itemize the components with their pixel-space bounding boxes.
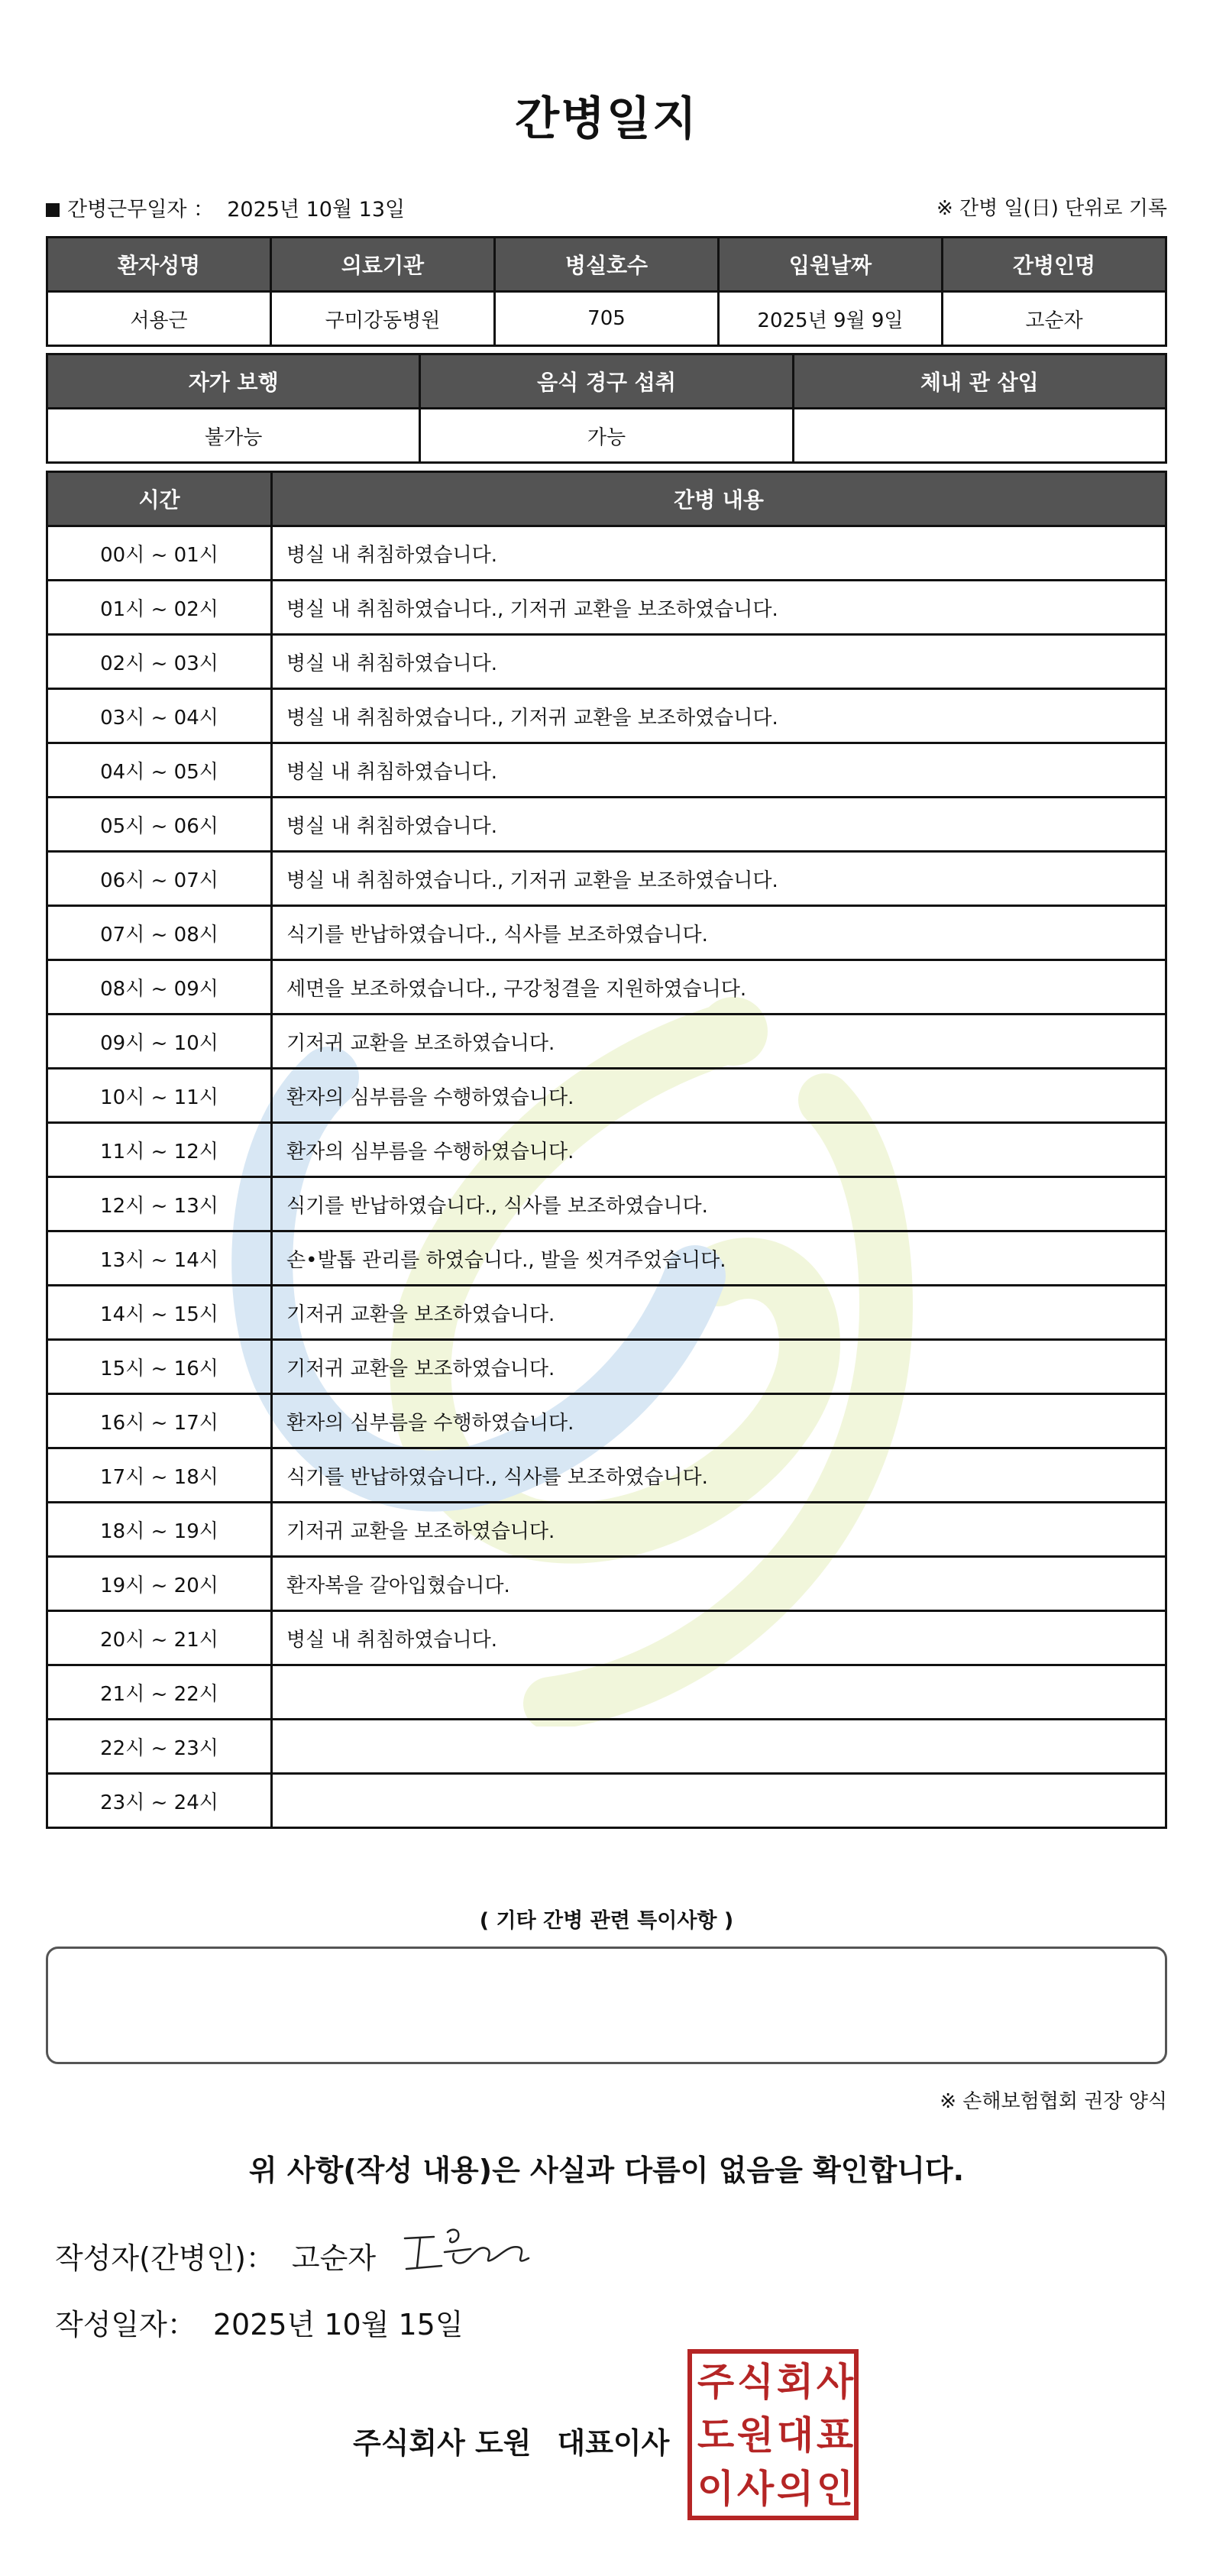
page-title: 간병일지: [515, 92, 698, 146]
recommend-note: ※ 손해보험협회 권장 양식: [940, 2090, 1167, 2113]
log-content: 환자의 심부름을 수행하였습니다.: [272, 1123, 1166, 1177]
log-time: 00시 ~ 01시: [47, 526, 272, 581]
seal-char: 사: [816, 2360, 854, 2404]
log-time: 19시 ~ 20시: [47, 1557, 272, 1611]
log-content: 식기를 반납하였습니다., 식사를 보조하였습니다.: [272, 1448, 1166, 1503]
care-log-row: [47, 1774, 1166, 1828]
log-time: 04시 ~ 05시: [47, 743, 272, 798]
log-content: 병실 내 취침하였습니다.: [272, 635, 1166, 689]
log-time: 01시 ~ 02시: [47, 581, 272, 635]
care-log-row: [47, 1394, 1166, 1448]
written-date-label: 작성일자：: [55, 2308, 196, 2341]
writer-line: [55, 2235, 376, 2277]
log-time: 09시 ~ 10시: [47, 1015, 272, 1069]
care-log-row: [47, 1177, 1166, 1231]
admission-date: 2025년 9월 9일: [719, 292, 943, 346]
care-log-row: [47, 1286, 1166, 1340]
header-time: 시간: [47, 472, 272, 526]
header-patient-name: 환자성명: [47, 238, 271, 292]
log-content: [272, 1720, 1166, 1774]
care-log-row: [47, 852, 1166, 906]
log-content: 식기를 반납하였습니다., 식사를 보조하였습니다.: [272, 906, 1166, 960]
header-tube-insertion: 체내 관 삽입: [793, 354, 1166, 409]
log-time: 23시 ~ 24시: [47, 1774, 272, 1828]
unit-note: ※ 간병 일(日) 단위로 기록: [936, 197, 1167, 220]
log-time: 06시 ~ 07시: [47, 852, 272, 906]
care-log-row: [47, 798, 1166, 852]
log-content: 기저귀 교환을 보조하였습니다.: [272, 1286, 1166, 1340]
seal-char: 대: [776, 2413, 814, 2458]
written-date-value: 2025년 10월 15일: [212, 2308, 464, 2341]
log-content: 식기를 반납하였습니다., 식사를 보조하였습니다.: [272, 1177, 1166, 1231]
log-time: 17시 ~ 18시: [47, 1448, 272, 1503]
caregiver-name: 고순자: [943, 292, 1166, 346]
care-log-row: [47, 635, 1166, 689]
hospital-name: 구미강동병원: [271, 292, 495, 346]
company-line: [353, 2419, 669, 2461]
written-date-line: [55, 2301, 464, 2343]
oral-intake-value: 가능: [420, 409, 793, 463]
company-seal-stamp: [687, 2349, 859, 2520]
special-notes-title: ( 기타 간병 관련 특이사항 ): [479, 1909, 734, 1933]
header-admission-date: 입원날짜: [719, 238, 943, 292]
work-date-value: 2025년 10월 13일: [227, 198, 406, 222]
log-time: 12시 ~ 13시: [47, 1177, 272, 1231]
log-content: 병실 내 취침하였습니다.: [272, 798, 1166, 852]
seal-char: 표: [816, 2413, 854, 2458]
patient-status-table: [46, 353, 1167, 464]
care-log-table: [46, 471, 1167, 1829]
care-log-row: [47, 526, 1166, 581]
log-time: 13시 ~ 14시: [47, 1231, 272, 1286]
care-log-row: [47, 1231, 1166, 1286]
writer-label: 작성자(간병인)：: [55, 2241, 275, 2275]
care-log-row: [47, 960, 1166, 1015]
log-content: 기저귀 교환을 보조하였습니다.: [272, 1340, 1166, 1394]
care-log-row: [47, 1123, 1166, 1177]
log-content: 병실 내 취침하였습니다.: [272, 526, 1166, 581]
seal-char: 사: [736, 2467, 775, 2511]
patient-name: 서용근: [47, 292, 271, 346]
log-time: 05시 ~ 06시: [47, 798, 272, 852]
log-time: 20시 ~ 21시: [47, 1611, 272, 1665]
log-content: 환자의 심부름을 수행하였습니다.: [272, 1394, 1166, 1448]
log-content: 환자복을 갈아입혔습니다.: [272, 1557, 1166, 1611]
seal-char: 이: [697, 2467, 735, 2511]
work-date-label: 간병근무일자 ：: [67, 198, 215, 222]
log-time: 10시 ~ 11시: [47, 1069, 272, 1123]
handwritten-signature-icon: [397, 2222, 535, 2283]
log-content: 병실 내 취침하였습니다.: [272, 1611, 1166, 1665]
company-name: 주식회사 도원: [353, 2426, 532, 2460]
care-log-row: [47, 689, 1166, 743]
log-content: 세면을 보조하였습니다., 구강청결을 지원하였습니다.: [272, 960, 1166, 1015]
confirmation-statement: 위 사항(작성 내용)은 사실과 다름이 없음을 확인합니다.: [248, 2154, 965, 2187]
header-oral-intake: 음식 경구 섭취: [420, 354, 793, 409]
care-log-row: [47, 743, 1166, 798]
patient-info-table: [46, 236, 1167, 347]
log-time: 02시 ~ 03시: [47, 635, 272, 689]
log-time: 08시 ~ 09시: [47, 960, 272, 1015]
log-time: 11시 ~ 12시: [47, 1123, 272, 1177]
log-time: 18시 ~ 19시: [47, 1503, 272, 1557]
log-content: [272, 1774, 1166, 1828]
log-content: 병실 내 취침하였습니다.: [272, 743, 1166, 798]
seal-char: 회: [776, 2360, 814, 2404]
seal-char: 의: [776, 2467, 814, 2511]
log-content: 기저귀 교환을 보조하였습니다.: [272, 1015, 1166, 1069]
log-time: 14시 ~ 15시: [47, 1286, 272, 1340]
log-time: 15시 ~ 16시: [47, 1340, 272, 1394]
log-content: [272, 1665, 1166, 1720]
care-log-row: [47, 1015, 1166, 1069]
company-role: 대표이사: [557, 2426, 670, 2460]
seal-char: 주: [697, 2360, 735, 2404]
care-log-row: [47, 581, 1166, 635]
log-content: 병실 내 취침하였습니다., 기저귀 교환을 보조하였습니다.: [272, 689, 1166, 743]
seal-char: 인: [816, 2467, 854, 2511]
care-log-row: [47, 1340, 1166, 1394]
care-log-row: [47, 1720, 1166, 1774]
care-log-row: [47, 1611, 1166, 1665]
log-content: 환자의 심부름을 수행하였습니다.: [272, 1069, 1166, 1123]
log-time: 03시 ~ 04시: [47, 689, 272, 743]
header-self-walking: 자가 보행: [47, 354, 420, 409]
log-content: 손•발톱 관리를 하였습니다., 발을 씻겨주었습니다.: [272, 1231, 1166, 1286]
log-time: 22시 ~ 23시: [47, 1720, 272, 1774]
tube-insertion-value: [793, 409, 1166, 463]
header-hospital: 의료기관: [271, 238, 495, 292]
care-log-row: [47, 1557, 1166, 1611]
log-time: 21시 ~ 22시: [47, 1665, 272, 1720]
care-log-row: [47, 1069, 1166, 1123]
log-content: 병실 내 취침하였습니다., 기저귀 교환을 보조하였습니다.: [272, 581, 1166, 635]
log-content: 기저귀 교환을 보조하였습니다.: [272, 1503, 1166, 1557]
header-room-number: 병실호수: [495, 238, 719, 292]
work-date-line: [46, 193, 405, 222]
log-time: 16시 ~ 17시: [47, 1394, 272, 1448]
care-log-row: [47, 1448, 1166, 1503]
header-caregiver-name: 간병인명: [943, 238, 1166, 292]
self-walking-value: 불가능: [47, 409, 420, 463]
care-log-row: [47, 1503, 1166, 1557]
square-bullet-icon: [46, 203, 60, 217]
log-content: 병실 내 취침하였습니다., 기저귀 교환을 보조하였습니다.: [272, 852, 1166, 906]
special-notes-box: [46, 1947, 1167, 2064]
seal-char: 도: [697, 2413, 735, 2458]
seal-char: 식: [736, 2360, 775, 2404]
care-log-row: [47, 1665, 1166, 1720]
header-care-content: 간병 내용: [272, 472, 1166, 526]
care-log-row: [47, 906, 1166, 960]
writer-name: 고순자: [291, 2241, 377, 2275]
room-number: 705: [495, 292, 719, 346]
log-time: 07시 ~ 08시: [47, 906, 272, 960]
care-log-body: [47, 526, 1166, 1828]
seal-char: 원: [736, 2413, 775, 2458]
